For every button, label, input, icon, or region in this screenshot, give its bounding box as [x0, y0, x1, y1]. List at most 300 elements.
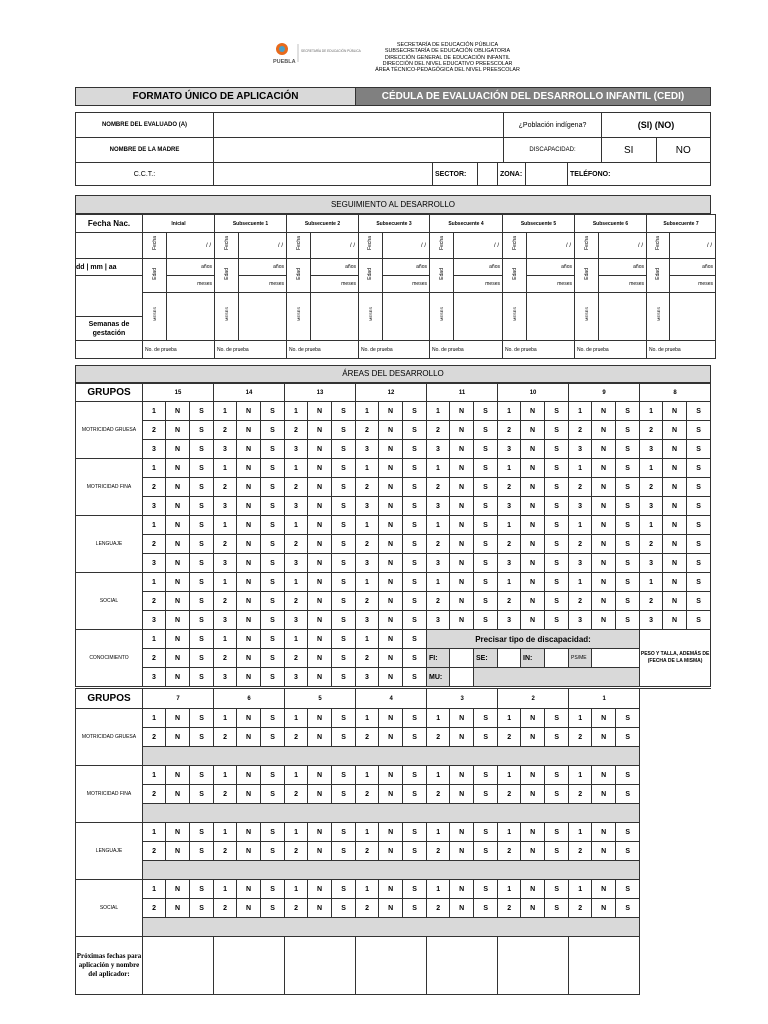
answer-s[interactable]: S: [616, 611, 640, 630]
answer-s[interactable]: S: [474, 880, 498, 899]
answer-n[interactable]: N: [308, 842, 332, 861]
answer-n[interactable]: N: [592, 709, 616, 728]
answer-s[interactable]: S: [616, 554, 640, 573]
answer-s[interactable]: S: [403, 899, 427, 918]
answer-s[interactable]: S: [332, 649, 356, 668]
fecha-field[interactable]: / /: [670, 233, 716, 259]
answer-s[interactable]: S: [332, 497, 356, 516]
answer-s[interactable]: S: [403, 709, 427, 728]
answer-s[interactable]: S: [545, 785, 569, 804]
answer-n[interactable]: N: [521, 899, 545, 918]
answer-n[interactable]: N: [450, 823, 474, 842]
answer-s[interactable]: S: [403, 880, 427, 899]
answer-s[interactable]: S: [545, 842, 569, 861]
answer-n[interactable]: N: [237, 535, 261, 554]
answer-s[interactable]: S: [616, 478, 640, 497]
answer-n[interactable]: N: [379, 899, 403, 918]
answer-s[interactable]: S: [616, 709, 640, 728]
answer-n[interactable]: N: [308, 459, 332, 478]
answer-n[interactable]: N: [663, 535, 687, 554]
no-prueba[interactable]: No. de prueba: [359, 341, 430, 359]
answer-n[interactable]: N: [308, 554, 332, 573]
answer-n[interactable]: N: [663, 573, 687, 592]
answer-n[interactable]: N: [663, 459, 687, 478]
answer-s[interactable]: S: [261, 459, 285, 478]
answer-n[interactable]: N: [663, 497, 687, 516]
answer-s[interactable]: S: [403, 668, 427, 687]
answer-s[interactable]: S: [616, 766, 640, 785]
answer-n[interactable]: N: [663, 421, 687, 440]
meses-field[interactable]: meses: [670, 276, 716, 293]
answer-n[interactable]: N: [237, 899, 261, 918]
no-prueba[interactable]: No. de prueba: [215, 341, 287, 359]
answer-s[interactable]: S: [403, 402, 427, 421]
answer-n[interactable]: N: [592, 785, 616, 804]
meses-gestacion-field[interactable]: [599, 293, 647, 341]
fi-field[interactable]: [450, 649, 474, 668]
proxima-fecha-field[interactable]: [498, 937, 569, 995]
answer-n[interactable]: N: [166, 421, 190, 440]
answer-s[interactable]: S: [616, 573, 640, 592]
proxima-fecha-field[interactable]: [214, 937, 285, 995]
answer-s[interactable]: S: [261, 440, 285, 459]
answer-n[interactable]: N: [450, 421, 474, 440]
ddmmaa-field[interactable]: [76, 276, 143, 317]
answer-n[interactable]: N: [379, 785, 403, 804]
answer-s[interactable]: S: [545, 402, 569, 421]
answer-s[interactable]: S: [190, 573, 214, 592]
answer-s[interactable]: S: [261, 823, 285, 842]
answer-n[interactable]: N: [237, 766, 261, 785]
fecha-field[interactable]: / /: [382, 233, 429, 259]
answer-n[interactable]: N: [379, 478, 403, 497]
answer-s[interactable]: S: [403, 497, 427, 516]
answer-s[interactable]: S: [474, 573, 498, 592]
answer-n[interactable]: N: [450, 709, 474, 728]
answer-s[interactable]: S: [403, 785, 427, 804]
answer-s[interactable]: S: [190, 497, 214, 516]
answer-s[interactable]: S: [687, 421, 711, 440]
answer-n[interactable]: N: [166, 478, 190, 497]
answer-n[interactable]: N: [379, 573, 403, 592]
no-prueba[interactable]: No. de prueba: [430, 341, 503, 359]
answer-s[interactable]: S: [403, 649, 427, 668]
answer-n[interactable]: N: [379, 880, 403, 899]
answer-s[interactable]: S: [403, 421, 427, 440]
answer-n[interactable]: N: [521, 440, 545, 459]
answer-s[interactable]: S: [474, 554, 498, 573]
answer-n[interactable]: N: [592, 592, 616, 611]
answer-n[interactable]: N: [663, 402, 687, 421]
answer-n[interactable]: N: [450, 842, 474, 861]
answer-n[interactable]: N: [592, 823, 616, 842]
answer-s[interactable]: S: [474, 535, 498, 554]
answer-n[interactable]: N: [450, 440, 474, 459]
answer-s[interactable]: S: [332, 516, 356, 535]
answer-s[interactable]: S: [332, 630, 356, 649]
answer-n[interactable]: N: [166, 592, 190, 611]
answer-s[interactable]: S: [616, 421, 640, 440]
answer-n[interactable]: N: [308, 649, 332, 668]
answer-s[interactable]: S: [332, 842, 356, 861]
answer-s[interactable]: S: [190, 668, 214, 687]
answer-n[interactable]: N: [308, 535, 332, 554]
answer-s[interactable]: S: [474, 611, 498, 630]
answer-s[interactable]: S: [616, 842, 640, 861]
answer-s[interactable]: S: [474, 823, 498, 842]
meses-field[interactable]: meses: [454, 276, 503, 293]
answer-s[interactable]: S: [474, 459, 498, 478]
proxima-fecha-field[interactable]: [143, 937, 214, 995]
answer-n[interactable]: N: [521, 785, 545, 804]
answer-s[interactable]: S: [616, 880, 640, 899]
answer-n[interactable]: N: [379, 516, 403, 535]
answer-s[interactable]: S: [332, 899, 356, 918]
answer-n[interactable]: N: [521, 842, 545, 861]
answer-n[interactable]: N: [308, 823, 332, 842]
answer-s[interactable]: S: [261, 899, 285, 918]
answer-n[interactable]: N: [237, 459, 261, 478]
answer-s[interactable]: S: [332, 535, 356, 554]
answer-s[interactable]: S: [616, 592, 640, 611]
answer-n[interactable]: N: [663, 611, 687, 630]
answer-s[interactable]: S: [616, 728, 640, 747]
answer-s[interactable]: S: [332, 668, 356, 687]
answer-n[interactable]: N: [166, 440, 190, 459]
answer-n[interactable]: N: [308, 728, 332, 747]
proxima-fecha-field[interactable]: [356, 937, 427, 995]
answer-s[interactable]: S: [474, 421, 498, 440]
answer-s[interactable]: S: [474, 592, 498, 611]
meses-gestacion-field[interactable]: [454, 293, 503, 341]
answer-s[interactable]: S: [687, 402, 711, 421]
answer-s[interactable]: S: [261, 880, 285, 899]
answer-n[interactable]: N: [166, 668, 190, 687]
answer-s[interactable]: S: [261, 478, 285, 497]
answer-s[interactable]: S: [261, 535, 285, 554]
answer-s[interactable]: S: [403, 842, 427, 861]
answer-n[interactable]: N: [592, 842, 616, 861]
answer-n[interactable]: N: [521, 709, 545, 728]
answer-s[interactable]: S: [403, 516, 427, 535]
anos-field[interactable]: años: [599, 259, 647, 276]
answer-s[interactable]: S: [190, 899, 214, 918]
answer-n[interactable]: N: [237, 554, 261, 573]
answer-n[interactable]: N: [308, 766, 332, 785]
answer-n[interactable]: N: [166, 611, 190, 630]
answer-n[interactable]: N: [592, 421, 616, 440]
answer-n[interactable]: N: [521, 497, 545, 516]
answer-n[interactable]: N: [308, 899, 332, 918]
fecha-field[interactable]: / /: [167, 233, 215, 259]
meses-gestacion-field[interactable]: [239, 293, 287, 341]
answer-n[interactable]: N: [450, 573, 474, 592]
answer-n[interactable]: N: [521, 766, 545, 785]
answer-s[interactable]: S: [687, 459, 711, 478]
answer-n[interactable]: N: [237, 728, 261, 747]
answer-n[interactable]: N: [592, 554, 616, 573]
answer-n[interactable]: N: [521, 554, 545, 573]
answer-n[interactable]: N: [379, 766, 403, 785]
answer-n[interactable]: N: [237, 402, 261, 421]
answer-s[interactable]: S: [474, 440, 498, 459]
answer-s[interactable]: S: [545, 823, 569, 842]
meses-field[interactable]: meses: [527, 276, 575, 293]
answer-n[interactable]: N: [450, 592, 474, 611]
answer-n[interactable]: N: [379, 440, 403, 459]
field-zona[interactable]: [526, 163, 568, 186]
answer-s[interactable]: S: [261, 592, 285, 611]
answer-n[interactable]: N: [379, 630, 403, 649]
answer-s[interactable]: S: [332, 785, 356, 804]
field-nombre-evaluado[interactable]: [214, 113, 504, 138]
answer-n[interactable]: N: [237, 842, 261, 861]
answer-s[interactable]: S: [332, 478, 356, 497]
answer-s[interactable]: S: [545, 899, 569, 918]
answer-n[interactable]: N: [308, 668, 332, 687]
answer-s[interactable]: S: [616, 516, 640, 535]
meses-field[interactable]: meses: [167, 276, 215, 293]
answer-n[interactable]: N: [663, 592, 687, 611]
answer-n[interactable]: N: [450, 497, 474, 516]
answer-s[interactable]: S: [190, 440, 214, 459]
answer-s[interactable]: S: [474, 785, 498, 804]
answer-s[interactable]: S: [190, 766, 214, 785]
answer-n[interactable]: N: [237, 611, 261, 630]
anos-field[interactable]: años: [382, 259, 429, 276]
answer-n[interactable]: N: [592, 728, 616, 747]
in-field[interactable]: [545, 649, 569, 668]
answer-s[interactable]: S: [687, 611, 711, 630]
answer-s[interactable]: S: [261, 516, 285, 535]
field-cct[interactable]: [214, 163, 433, 186]
answer-s[interactable]: S: [545, 709, 569, 728]
fecha-field[interactable]: / /: [311, 233, 359, 259]
anos-field[interactable]: años: [454, 259, 503, 276]
answer-n[interactable]: N: [166, 535, 190, 554]
answer-n[interactable]: N: [379, 668, 403, 687]
se-field[interactable]: [498, 649, 521, 668]
answer-s[interactable]: S: [474, 842, 498, 861]
meses-gestacion-field[interactable]: [527, 293, 575, 341]
answer-s[interactable]: S: [616, 785, 640, 804]
answer-s[interactable]: S: [261, 497, 285, 516]
answer-n[interactable]: N: [592, 535, 616, 554]
answer-n[interactable]: N: [379, 421, 403, 440]
answer-n[interactable]: N: [379, 497, 403, 516]
answer-s[interactable]: S: [190, 516, 214, 535]
answer-n[interactable]: N: [308, 785, 332, 804]
answer-n[interactable]: N: [521, 573, 545, 592]
option-si[interactable]: SI: [602, 138, 657, 163]
meses-field[interactable]: meses: [382, 276, 429, 293]
answer-n[interactable]: N: [166, 516, 190, 535]
answer-n[interactable]: N: [592, 766, 616, 785]
answer-s[interactable]: S: [261, 630, 285, 649]
answer-n[interactable]: N: [166, 630, 190, 649]
answer-n[interactable]: N: [308, 880, 332, 899]
answer-n[interactable]: N: [166, 459, 190, 478]
answer-s[interactable]: S: [332, 592, 356, 611]
answer-s[interactable]: S: [190, 611, 214, 630]
answer-s[interactable]: S: [545, 592, 569, 611]
answer-n[interactable]: N: [663, 440, 687, 459]
answer-n[interactable]: N: [592, 402, 616, 421]
answer-s[interactable]: S: [403, 478, 427, 497]
fecha-field[interactable]: / /: [454, 233, 503, 259]
answer-n[interactable]: N: [379, 611, 403, 630]
no-prueba[interactable]: No. de prueba: [143, 341, 215, 359]
answer-n[interactable]: N: [521, 823, 545, 842]
answer-s[interactable]: S: [545, 516, 569, 535]
answer-n[interactable]: N: [592, 611, 616, 630]
answer-n[interactable]: N: [379, 459, 403, 478]
answer-s[interactable]: S: [403, 535, 427, 554]
field-sector[interactable]: [478, 163, 498, 186]
answer-s[interactable]: S: [403, 611, 427, 630]
answer-n[interactable]: N: [379, 728, 403, 747]
answer-n[interactable]: N: [308, 592, 332, 611]
answer-n[interactable]: N: [663, 516, 687, 535]
answer-s[interactable]: S: [474, 516, 498, 535]
answer-n[interactable]: N: [592, 478, 616, 497]
option-no[interactable]: NO: [656, 138, 711, 163]
meses-gestacion-field[interactable]: [670, 293, 716, 341]
answer-s[interactable]: S: [403, 459, 427, 478]
answer-n[interactable]: N: [237, 440, 261, 459]
answer-s[interactable]: S: [332, 728, 356, 747]
answer-s[interactable]: S: [474, 478, 498, 497]
answer-s[interactable]: S: [616, 823, 640, 842]
semanas-field[interactable]: [76, 341, 143, 359]
answer-s[interactable]: S: [190, 880, 214, 899]
answer-n[interactable]: N: [379, 535, 403, 554]
answer-n[interactable]: N: [450, 785, 474, 804]
answer-s[interactable]: S: [261, 728, 285, 747]
answer-s[interactable]: S: [687, 554, 711, 573]
answer-s[interactable]: S: [261, 611, 285, 630]
answer-n[interactable]: N: [450, 478, 474, 497]
meses-gestacion-field[interactable]: [382, 293, 429, 341]
answer-n[interactable]: N: [521, 611, 545, 630]
answer-n[interactable]: N: [521, 592, 545, 611]
answer-n[interactable]: N: [166, 728, 190, 747]
answer-n[interactable]: N: [592, 440, 616, 459]
answer-n[interactable]: N: [237, 497, 261, 516]
proxima-fecha-field[interactable]: [427, 937, 498, 995]
no-prueba[interactable]: No. de prueba: [647, 341, 716, 359]
answer-s[interactable]: S: [332, 554, 356, 573]
answer-n[interactable]: N: [237, 630, 261, 649]
answer-n[interactable]: N: [663, 554, 687, 573]
answer-n[interactable]: N: [521, 421, 545, 440]
answer-n[interactable]: N: [379, 649, 403, 668]
answer-s[interactable]: S: [190, 535, 214, 554]
answer-s[interactable]: S: [332, 880, 356, 899]
answer-s[interactable]: S: [545, 421, 569, 440]
answer-s[interactable]: S: [545, 728, 569, 747]
answer-s[interactable]: S: [190, 785, 214, 804]
answer-s[interactable]: S: [474, 497, 498, 516]
answer-s[interactable]: S: [261, 649, 285, 668]
answer-s[interactable]: S: [332, 823, 356, 842]
answer-n[interactable]: N: [166, 554, 190, 573]
answer-n[interactable]: N: [166, 497, 190, 516]
answer-n[interactable]: N: [450, 899, 474, 918]
answer-n[interactable]: N: [237, 573, 261, 592]
answer-s[interactable]: S: [261, 573, 285, 592]
psme-field[interactable]: [592, 649, 640, 668]
answer-s[interactable]: S: [616, 899, 640, 918]
answer-s[interactable]: S: [190, 649, 214, 668]
answer-n[interactable]: N: [308, 440, 332, 459]
answer-n[interactable]: N: [521, 459, 545, 478]
proxima-fecha-field[interactable]: [569, 937, 640, 995]
answer-s[interactable]: S: [403, 766, 427, 785]
answer-s[interactable]: S: [616, 402, 640, 421]
answer-n[interactable]: N: [308, 573, 332, 592]
answer-n[interactable]: N: [166, 766, 190, 785]
answer-s[interactable]: S: [332, 573, 356, 592]
answer-s[interactable]: S: [545, 554, 569, 573]
answer-n[interactable]: N: [308, 497, 332, 516]
answer-s[interactable]: S: [545, 535, 569, 554]
answer-s[interactable]: S: [687, 535, 711, 554]
answer-n[interactable]: N: [450, 516, 474, 535]
answer-s[interactable]: S: [190, 728, 214, 747]
answer-n[interactable]: N: [450, 402, 474, 421]
answer-s[interactable]: S: [545, 766, 569, 785]
meses-field[interactable]: meses: [239, 276, 287, 293]
answer-n[interactable]: N: [308, 478, 332, 497]
answer-n[interactable]: N: [379, 592, 403, 611]
answer-s[interactable]: S: [190, 421, 214, 440]
anos-field[interactable]: años: [239, 259, 287, 276]
answer-s[interactable]: S: [332, 709, 356, 728]
answer-n[interactable]: N: [308, 516, 332, 535]
answer-s[interactable]: S: [190, 402, 214, 421]
answer-n[interactable]: N: [166, 402, 190, 421]
answer-n[interactable]: N: [237, 649, 261, 668]
answer-s[interactable]: S: [403, 440, 427, 459]
answer-n[interactable]: N: [237, 823, 261, 842]
answer-n[interactable]: N: [521, 535, 545, 554]
answer-s[interactable]: S: [616, 459, 640, 478]
answer-s[interactable]: S: [616, 497, 640, 516]
answer-s[interactable]: S: [403, 554, 427, 573]
meses-gestacion-field[interactable]: [167, 293, 215, 341]
answer-n[interactable]: N: [521, 880, 545, 899]
answer-n[interactable]: N: [237, 709, 261, 728]
answer-s[interactable]: S: [332, 459, 356, 478]
answer-s[interactable]: S: [190, 630, 214, 649]
meses-field[interactable]: meses: [311, 276, 359, 293]
anos-field[interactable]: años: [167, 259, 215, 276]
answer-s[interactable]: S: [474, 766, 498, 785]
answer-n[interactable]: N: [379, 842, 403, 861]
answer-s[interactable]: S: [261, 766, 285, 785]
answer-s[interactable]: S: [545, 478, 569, 497]
answer-n[interactable]: N: [237, 668, 261, 687]
mu-field[interactable]: [450, 668, 474, 687]
answer-n[interactable]: N: [592, 573, 616, 592]
answer-s[interactable]: S: [261, 421, 285, 440]
fecha-field[interactable]: / /: [239, 233, 287, 259]
meses-gestacion-field[interactable]: [311, 293, 359, 341]
answer-n[interactable]: N: [379, 709, 403, 728]
answer-s[interactable]: S: [474, 709, 498, 728]
answer-n[interactable]: N: [379, 823, 403, 842]
